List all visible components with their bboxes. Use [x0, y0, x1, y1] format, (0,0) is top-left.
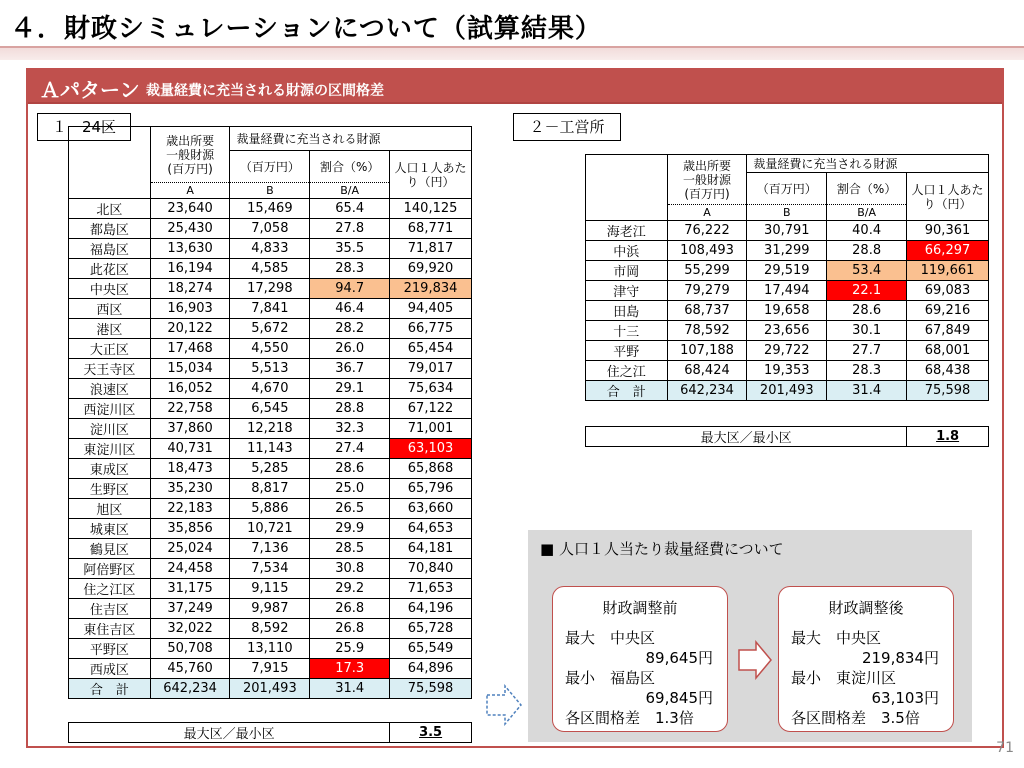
page-number: 71	[996, 740, 1014, 756]
value-cell: 28.5	[310, 539, 390, 559]
value-cell: 65,868	[390, 459, 472, 479]
value-cell: 46.4	[310, 299, 390, 319]
value-cell: 35.5	[310, 239, 390, 259]
table-row	[586, 241, 989, 261]
ward-table	[68, 126, 472, 699]
header-a-code: A	[667, 205, 747, 221]
value-cell: 32.3	[310, 419, 390, 439]
value-cell: 68,771	[390, 219, 472, 239]
table-row	[586, 261, 989, 281]
value-cell: 79,279	[667, 281, 747, 301]
total-row	[69, 679, 472, 699]
value-cell: 45,760	[150, 659, 230, 679]
header-ratio-code: B/A	[310, 183, 390, 199]
header-b: （百万円）	[230, 151, 310, 183]
header-ratio: 割合（%）	[827, 173, 907, 205]
row-name-cell: 中央区	[69, 279, 151, 299]
row-name-cell: 此花区	[69, 259, 151, 279]
value-cell: 16,052	[150, 379, 230, 399]
value-cell: 7,136	[230, 539, 310, 559]
value-cell: 107,188	[667, 341, 747, 361]
value-cell: 15,469	[230, 199, 310, 219]
total-value-cell: 642,234	[667, 381, 747, 401]
row-name-cell: 海老江	[586, 221, 668, 241]
header-b-code: B	[230, 183, 310, 199]
value-cell: 219,834	[390, 279, 472, 299]
total-value-cell: 75,598	[390, 679, 472, 699]
row-name-cell: 平野	[586, 341, 668, 361]
value-cell: 28.6	[827, 301, 907, 321]
value-cell: 65,454	[390, 339, 472, 359]
value-cell: 4,550	[230, 339, 310, 359]
value-cell: 18,274	[150, 279, 230, 299]
after-adjustment-card	[778, 586, 954, 732]
value-cell: 29.2	[310, 579, 390, 599]
value-cell: 75,634	[390, 379, 472, 399]
before-max-amount: 89,645円	[645, 649, 713, 667]
table-row	[69, 359, 472, 379]
value-cell: 26.8	[310, 599, 390, 619]
value-cell: 71,817	[390, 239, 472, 259]
value-cell: 17,468	[150, 339, 230, 359]
row-name-cell: 大正区	[69, 339, 151, 359]
value-cell: 68,438	[907, 361, 989, 381]
before-min-amount: 69,845円	[645, 689, 713, 707]
table-row	[69, 379, 472, 399]
value-cell: 25,430	[150, 219, 230, 239]
left-ratio-table	[68, 722, 472, 743]
table-row	[69, 599, 472, 619]
value-cell: 68,424	[667, 361, 747, 381]
header-b: （百万円）	[747, 173, 827, 205]
total-value-cell: 31.4	[827, 381, 907, 401]
row-name-cell: 市岡	[586, 261, 668, 281]
value-cell: 29.9	[310, 519, 390, 539]
value-cell: 94,405	[390, 299, 472, 319]
value-cell: 10,721	[230, 519, 310, 539]
ratio-value: 3.5	[390, 723, 472, 743]
after-max-amount: 219,834円	[861, 649, 939, 667]
value-cell: 7,534	[230, 559, 310, 579]
value-cell: 28.8	[827, 241, 907, 261]
row-name-cell: 住吉区	[69, 599, 151, 619]
value-cell: 29.1	[310, 379, 390, 399]
after-min-amount: 63,103円	[871, 689, 939, 707]
table-row	[69, 559, 472, 579]
title-underline	[0, 46, 1024, 60]
after-max-label: 最大 中央区	[791, 629, 882, 647]
value-cell: 26.0	[310, 339, 390, 359]
value-cell: 20,122	[150, 319, 230, 339]
table-row	[69, 659, 472, 679]
header-general-funds: 歳出所要 一般財源 (百万円)	[150, 127, 230, 183]
value-cell: 64,653	[390, 519, 472, 539]
table-row	[586, 221, 989, 241]
row-name-cell: 西淀川区	[69, 399, 151, 419]
total-value-cell: 201,493	[230, 679, 310, 699]
row-name-cell: 住之江区	[69, 579, 151, 599]
row-name-cell: 生野区	[69, 479, 151, 499]
before-adjustment-card	[552, 586, 728, 732]
value-cell: 64,181	[390, 539, 472, 559]
value-cell: 37,249	[150, 599, 230, 619]
info-title: ■ 人口１人当たり裁量経費について	[540, 540, 784, 558]
value-cell: 108,493	[667, 241, 747, 261]
value-cell: 30.1	[827, 321, 907, 341]
value-cell: 36.7	[310, 359, 390, 379]
dashed-arrow-icon	[486, 684, 522, 726]
value-cell: 32,022	[150, 619, 230, 639]
value-cell: 70,840	[390, 559, 472, 579]
after-title: 財政調整後	[828, 599, 904, 617]
row-name-cell: 平野区	[69, 639, 151, 659]
value-cell: 15,034	[150, 359, 230, 379]
value-cell: 78,592	[667, 321, 747, 341]
value-cell: 68,001	[907, 341, 989, 361]
value-cell: 8,817	[230, 479, 310, 499]
ratio-label: 最大区／最小区	[586, 427, 907, 447]
table-row	[69, 399, 472, 419]
header-ratio: 割合（%）	[310, 151, 390, 183]
value-cell: 65,796	[390, 479, 472, 499]
value-cell: 4,833	[230, 239, 310, 259]
row-name-cell: 阿倍野区	[69, 559, 151, 579]
table-row	[586, 321, 989, 341]
value-cell: 63,660	[390, 499, 472, 519]
table-row	[69, 319, 472, 339]
row-name-cell: 住之江	[586, 361, 668, 381]
value-cell: 53.4	[827, 261, 907, 281]
value-cell: 71,001	[390, 419, 472, 439]
value-cell: 18,473	[150, 459, 230, 479]
value-cell: 11,143	[230, 439, 310, 459]
row-name-cell: 浪速区	[69, 379, 151, 399]
row-name-cell: 天王寺区	[69, 359, 151, 379]
row-name-cell: 港区	[69, 319, 151, 339]
row-name-cell: 東成区	[69, 459, 151, 479]
slide-title: ４．財政シミュレーションについて（試算結果）	[10, 14, 602, 44]
before-min-label: 最小 福島区	[565, 669, 656, 687]
value-cell: 29,722	[747, 341, 827, 361]
table-row	[69, 539, 472, 559]
value-cell: 17,298	[230, 279, 310, 299]
value-cell: 28.3	[827, 361, 907, 381]
value-cell: 22.1	[827, 281, 907, 301]
value-cell: 12,218	[230, 419, 310, 439]
value-cell: 65,549	[390, 639, 472, 659]
value-cell: 16,194	[150, 259, 230, 279]
panel-header-title: Ａパターン	[40, 78, 140, 102]
value-cell: 25,024	[150, 539, 230, 559]
value-cell: 28.3	[310, 259, 390, 279]
table-row	[586, 281, 989, 301]
value-cell: 7,841	[230, 299, 310, 319]
row-name-cell: 田島	[586, 301, 668, 321]
value-cell: 13,110	[230, 639, 310, 659]
total-label-cell: 合 計	[69, 679, 151, 699]
value-cell: 30,791	[747, 221, 827, 241]
row-name-cell: 淀川区	[69, 419, 151, 439]
header-ratio-code: B/A	[827, 205, 907, 221]
value-cell: 71,653	[390, 579, 472, 599]
header-per-capita: 人口１人あた り（円）	[907, 173, 989, 221]
value-cell: 5,886	[230, 499, 310, 519]
value-cell: 19,658	[747, 301, 827, 321]
header-per-capita: 人口１人あた り（円）	[390, 151, 472, 199]
row-name-cell: 福島区	[69, 239, 151, 259]
corner-cell	[586, 155, 668, 221]
table-row	[69, 619, 472, 639]
row-name-cell: 旭区	[69, 499, 151, 519]
row-name-cell: 鶴見区	[69, 539, 151, 559]
table-row	[69, 419, 472, 439]
total-label-cell: 合 計	[586, 381, 668, 401]
value-cell: 31,299	[747, 241, 827, 261]
row-name-cell: 西成区	[69, 659, 151, 679]
table-row	[69, 479, 472, 499]
per-capita-info-box	[528, 530, 972, 742]
row-name-cell: 西区	[69, 299, 151, 319]
value-cell: 69,920	[390, 259, 472, 279]
total-row	[586, 381, 989, 401]
value-cell: 28.8	[310, 399, 390, 419]
header-group: 裁量経費に充当される財源	[230, 127, 472, 151]
value-cell: 67,849	[907, 321, 989, 341]
value-cell: 79,017	[390, 359, 472, 379]
value-cell: 26.8	[310, 619, 390, 639]
row-name-cell: 都島区	[69, 219, 151, 239]
total-value-cell: 75,598	[907, 381, 989, 401]
value-cell: 28.2	[310, 319, 390, 339]
value-cell: 65.4	[310, 199, 390, 219]
value-cell: 23,640	[150, 199, 230, 219]
value-cell: 13,630	[150, 239, 230, 259]
value-cell: 90,361	[907, 221, 989, 241]
value-cell: 66,775	[390, 319, 472, 339]
row-name-cell: 東住吉区	[69, 619, 151, 639]
before-max-label: 最大 中央区	[565, 629, 656, 647]
value-cell: 55,299	[667, 261, 747, 281]
row-name-cell: 十三	[586, 321, 668, 341]
right-table-label: ２－工営所	[513, 113, 621, 141]
value-cell: 67,122	[390, 399, 472, 419]
value-cell: 9,987	[230, 599, 310, 619]
value-cell: 7,058	[230, 219, 310, 239]
value-cell: 25.0	[310, 479, 390, 499]
ratio-label: 最大区／最小区	[69, 723, 390, 743]
row-name-cell: 津守	[586, 281, 668, 301]
value-cell: 24,458	[150, 559, 230, 579]
total-value-cell: 642,234	[150, 679, 230, 699]
table-row	[69, 579, 472, 599]
value-cell: 35,856	[150, 519, 230, 539]
total-value-cell: 201,493	[747, 381, 827, 401]
table-row	[69, 639, 472, 659]
value-cell: 69,083	[907, 281, 989, 301]
value-cell: 25.9	[310, 639, 390, 659]
value-cell: 5,513	[230, 359, 310, 379]
row-name-cell: 城東区	[69, 519, 151, 539]
value-cell: 66,297	[907, 241, 989, 261]
value-cell: 29,519	[747, 261, 827, 281]
row-name-cell: 東淀川区	[69, 439, 151, 459]
value-cell: 22,758	[150, 399, 230, 419]
table-row	[69, 239, 472, 259]
value-cell: 27.8	[310, 219, 390, 239]
value-cell: 64,196	[390, 599, 472, 619]
value-cell: 50,708	[150, 639, 230, 659]
value-cell: 22,183	[150, 499, 230, 519]
value-cell: 35,230	[150, 479, 230, 499]
after-diff: 各区間格差 3.5倍	[791, 709, 920, 727]
table-row	[586, 361, 989, 381]
right-arrow-icon	[738, 640, 772, 680]
value-cell: 4,585	[230, 259, 310, 279]
header-group: 裁量経費に充当される財源	[747, 155, 989, 173]
value-cell: 68,737	[667, 301, 747, 321]
table-row	[69, 199, 472, 219]
row-name-cell: 中浜	[586, 241, 668, 261]
value-cell: 63,103	[390, 439, 472, 459]
value-cell: 31,175	[150, 579, 230, 599]
value-cell: 8,592	[230, 619, 310, 639]
row-name-cell: 北区	[69, 199, 151, 219]
after-min-label: 最小 東淀川区	[791, 669, 897, 687]
value-cell: 40,731	[150, 439, 230, 459]
value-cell: 37,860	[150, 419, 230, 439]
value-cell: 6,545	[230, 399, 310, 419]
header-general-funds: 歳出所要 一般財源 (百万円)	[667, 155, 747, 205]
value-cell: 140,125	[390, 199, 472, 219]
before-title: 財政調整前	[602, 599, 678, 617]
panel-header	[28, 70, 1002, 104]
value-cell: 5,672	[230, 319, 310, 339]
corner-cell	[69, 127, 151, 199]
value-cell: 76,222	[667, 221, 747, 241]
value-cell: 16,903	[150, 299, 230, 319]
value-cell: 27.4	[310, 439, 390, 459]
before-diff: 各区間格差 1.3倍	[565, 709, 694, 727]
table-row	[69, 279, 472, 299]
table-row	[69, 299, 472, 319]
value-cell: 27.7	[827, 341, 907, 361]
value-cell: 40.4	[827, 221, 907, 241]
value-cell: 94.7	[310, 279, 390, 299]
value-cell: 9,115	[230, 579, 310, 599]
value-cell: 64,896	[390, 659, 472, 679]
value-cell: 119,661	[907, 261, 989, 281]
value-cell: 23,656	[747, 321, 827, 341]
value-cell: 17.3	[310, 659, 390, 679]
value-cell: 7,915	[230, 659, 310, 679]
table-row	[69, 499, 472, 519]
ratio-value: 1.8	[907, 427, 989, 447]
table-row	[69, 219, 472, 239]
office-table	[585, 154, 989, 401]
table-row	[69, 259, 472, 279]
table-row	[69, 339, 472, 359]
value-cell: 65,728	[390, 619, 472, 639]
value-cell: 69,216	[907, 301, 989, 321]
value-cell: 26.5	[310, 499, 390, 519]
total-value-cell: 31.4	[310, 679, 390, 699]
value-cell: 5,285	[230, 459, 310, 479]
panel-header-subtitle: 裁量経費に充当される財源の区間格差	[146, 83, 384, 99]
table-row	[69, 439, 472, 459]
value-cell: 4,670	[230, 379, 310, 399]
table-row	[586, 341, 989, 361]
value-cell: 28.6	[310, 459, 390, 479]
left-table-label: １－24区	[37, 113, 131, 141]
right-ratio-table	[585, 426, 989, 447]
value-cell: 30.8	[310, 559, 390, 579]
table-row	[69, 459, 472, 479]
table-row	[69, 519, 472, 539]
header-b-code: B	[747, 205, 827, 221]
value-cell: 17,494	[747, 281, 827, 301]
value-cell: 19,353	[747, 361, 827, 381]
table-row	[586, 301, 989, 321]
header-a-code: A	[150, 183, 230, 199]
